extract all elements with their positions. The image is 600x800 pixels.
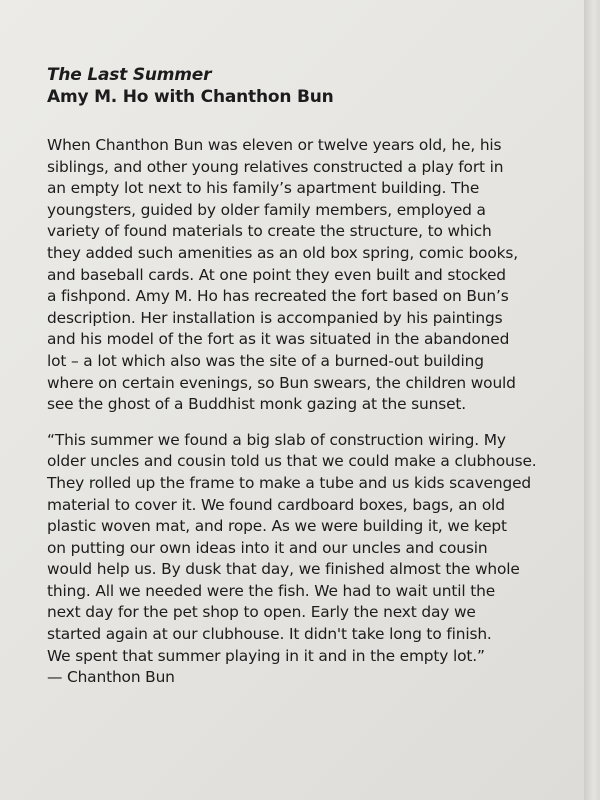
text-line: “This summer we found a big slab of construction wiring. My	[47, 430, 506, 449]
text-line: see the ghost of a Buddhist monk gazing at the sunset.	[47, 395, 467, 414]
wall-edge	[584, 0, 600, 800]
text-line: They rolled up the frame to make a tube and us kids scavenged	[47, 473, 532, 492]
text-line: siblings, and other young relatives constructed a play fort in	[47, 157, 504, 176]
description-paragraph	[47, 135, 577, 416]
quote-attribution: — Chanthon Bun	[47, 668, 175, 687]
text-line: When Chanthon Bun was eleven or twelve years old, he, his	[47, 136, 502, 154]
artist-credit: Amy M. Ho with Chanthon Bun	[47, 87, 334, 107]
text-line: older uncles and cousin told us that we could make a clubhouse.	[47, 452, 537, 471]
label-text-block	[47, 64, 577, 689]
text-line: and his model of the fort as it was situated in the abandoned	[47, 330, 510, 349]
text-line: plastic woven mat, and rope. As we were building it, we kept	[47, 517, 507, 536]
text-line: a fishpond. Amy M. Ho has recreated the fort based on Bun’s	[47, 287, 509, 306]
text-line: lot – a lot which also was the site of a burned-out building	[47, 351, 484, 370]
text-line: material to cover it. We found cardboard boxes, bags, an old	[47, 495, 505, 514]
text-line: thing. All we needed were the fish. We had to wait until the	[47, 581, 496, 600]
text-line: would help us. By dusk that day, we finished almost the whole	[47, 560, 520, 579]
text-line: youngsters, guided by older family members, employed a	[47, 200, 486, 219]
text-line: variety of found materials to create the structure, to which	[47, 222, 492, 241]
text-line: next day for the pet shop to open. Early the next day we	[47, 603, 476, 622]
text-line: description. Her installation is accompanied by his paintings	[47, 308, 503, 327]
text-line: where on certain evenings, so Bun swears, the children would	[47, 373, 516, 392]
artwork-title: The Last Summer	[47, 65, 212, 85]
text-line: on putting our own ideas into it and our uncles and cousin	[47, 538, 488, 557]
text-line: started again at our clubhouse. It didn't take long to finish.	[47, 625, 492, 644]
quote-paragraph	[47, 430, 577, 668]
text-line: an empty lot next to his family’s apartment building. The	[47, 179, 480, 198]
text-line: We spent that summer playing in it and in the empty lot.”	[47, 646, 485, 665]
text-line: they added such amenities as an old box spring, comic books,	[47, 243, 518, 262]
text-line: and baseball cards. At one point they even built and stocked	[47, 265, 506, 284]
